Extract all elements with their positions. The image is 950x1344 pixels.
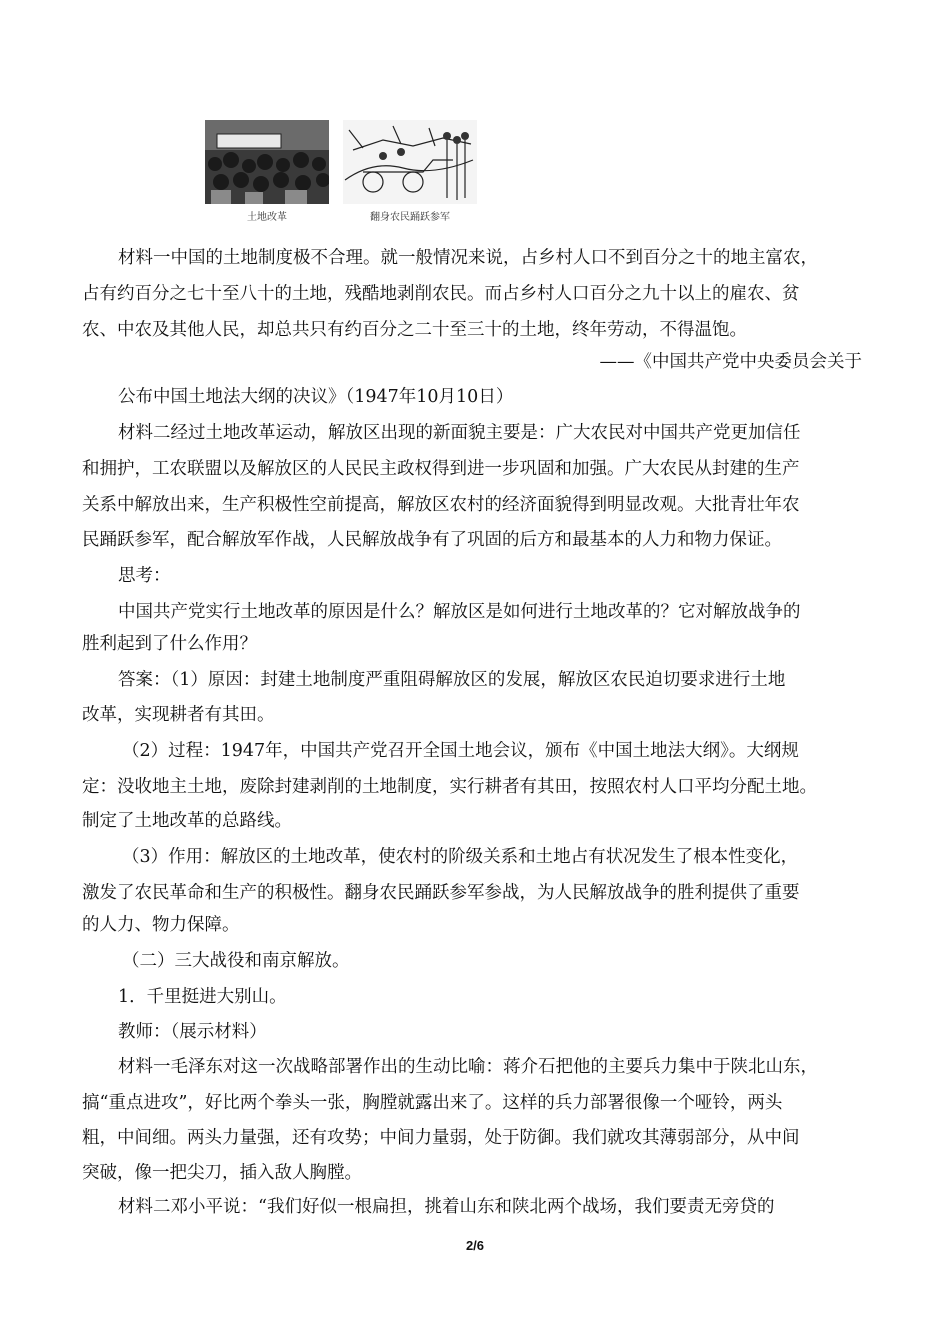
answer-line: （3）作用：解放区的土地改革，使农村的阶级关系和土地占有状况发生了根本性变化， bbox=[122, 847, 799, 867]
paragraph-line: 占有约百分之七十至八十的土地，残酷地剥削农民。而占乡村人口百分之九十以上的雇农、贫 bbox=[82, 284, 800, 304]
paragraph-line: 突破，像一把尖刀，插入敌人胸膛。 bbox=[82, 1163, 362, 1183]
answer-line: 定：没收地主土地，废除封建剥削的土地制度，实行耕者有其田，按照农村人口平均分配土地。 bbox=[82, 777, 817, 797]
right-photo-caption: 翻身农民踊跃参军 bbox=[370, 212, 450, 223]
page-number: 2/6 bbox=[465, 1238, 485, 1253]
paragraph-line: 粗，中间细。两头力量强，还有攻势；中间力量弱，处于防御。我们就攻其薄弱部分，从中间 bbox=[82, 1128, 800, 1148]
paragraph-line: 材料二经过土地改革运动，解放区出现的新面貌主要是：广大农民对中国共产党更加信任 bbox=[118, 423, 801, 443]
section-heading: （二）三大战役和南京解放。 bbox=[122, 951, 350, 971]
citation-line: 公布中国土地法大纲的决议》（1947年10月10日） bbox=[118, 387, 514, 407]
answer-line: 制定了土地改革的总路线。 bbox=[82, 811, 292, 831]
answer-line: 激发了农民革命和生产的积极性。翻身农民踊跃参军参战，为人民解放战争的胜利提供了重要 bbox=[82, 883, 800, 903]
paragraph-line: 农、中农及其他人民，却总共只有约百分之二十至三十的土地，终年劳动，不得温饱。 bbox=[82, 320, 747, 340]
paragraph-line: 胜利起到了什么作用？ bbox=[82, 634, 257, 654]
citation-line: ——《中国共产党中央委员会关于 bbox=[599, 352, 862, 372]
subsection-heading: 1．千里挺进大别山。 bbox=[118, 987, 287, 1007]
paragraph-line: 教师：（展示材料） bbox=[118, 1022, 267, 1042]
answer-line: （2）过程：1947年，中国共产党召开全国土地会议，颁布《中国土地法大纲》。大纲规 bbox=[122, 741, 799, 761]
answer-line: 改革，实现耕者有其田。 bbox=[82, 705, 275, 725]
paragraph-line: 和拥护，工农联盟以及解放区的人民民主政权得到进一步巩固和加强。广大农民从封建的生产 bbox=[82, 459, 800, 479]
heading-line: 思考： bbox=[118, 566, 171, 586]
paragraph-line: 搞“重点进攻”，好比两个拳头一张，胸膛就露出来了。这样的兵力部署很像一个哑铃，两头 bbox=[82, 1093, 783, 1113]
paragraph-line: 民踊跃参军，配合解放军作战，人民解放战争有了巩固的后方和最基本的人力和物力保证。 bbox=[82, 530, 782, 550]
answer-line: 的人力、物力保障。 bbox=[82, 915, 240, 935]
answer-line: 答案：（1）原因：封建土地制度严重阻碍解放区的发展，解放区农民迫切要求进行土地 bbox=[118, 670, 786, 690]
farmers-join-army-drawing bbox=[343, 120, 477, 204]
left-photo-caption: 土地改革 bbox=[247, 212, 287, 223]
paragraph-line: 材料一中国的土地制度极不合理。就一般情况来说，占乡村人口不到百分之十的地主富农， bbox=[118, 248, 818, 268]
paragraph-line: 材料一毛泽东对这一次战略部署作出的生动比喻：蒋介石把他的主要兵力集中于陕北山东， bbox=[118, 1057, 818, 1077]
paragraph-line: 材料二邓小平说：“我们好似一根扁担，挑着山东和陕北两个战场，我们要责无旁贷的 bbox=[118, 1197, 775, 1217]
land-reform-photo bbox=[205, 120, 329, 204]
paragraph-line: 中国共产党实行土地改革的原因是什么？解放区是如何进行土地改革的？它对解放战争的 bbox=[118, 602, 801, 622]
paragraph-line: 关系中解放出来，生产积极性空前提高，解放区农村的经济面貌得到明显改观。大批青壮年农 bbox=[82, 495, 800, 515]
illustrations bbox=[205, 120, 475, 222]
